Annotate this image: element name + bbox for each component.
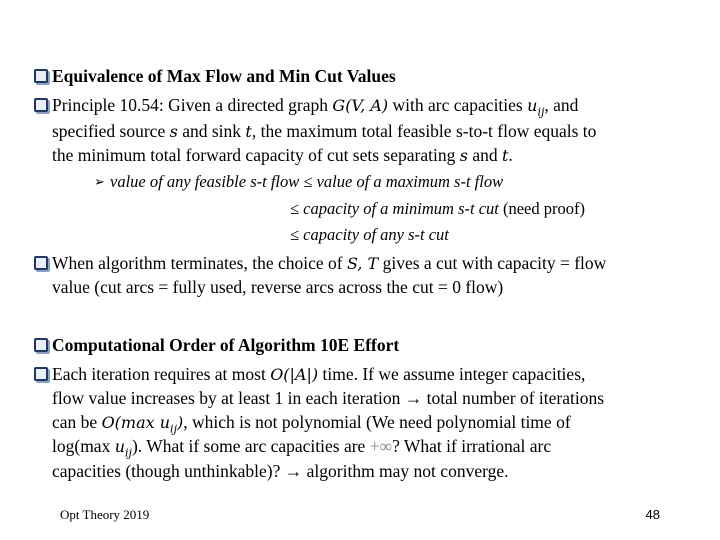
effort-line-2: flow value increases by at least 1 in each iteration → total number of iterations — [52, 388, 605, 408]
effort-line-1: Each iteration requires at most O(|A|) time. If we assume integer capacities, — [52, 364, 586, 384]
principle-line-3: the minimum total forward capacity of cut sets separating s and t. — [52, 145, 513, 165]
bullet-box-icon — [34, 367, 48, 381]
effort-line-4: log(max $u_{ij}$). What if some arc capacities are +∞? What if irrational arc — [52, 436, 552, 460]
capacity-symbol: u — [527, 96, 538, 115]
principle-line-2: specified source s and sink t, the maximum total feasible s-to-t flow equals to — [52, 121, 597, 141]
bullet-box-icon — [34, 98, 48, 112]
graph-symbol: G(V, A) — [332, 96, 389, 115]
page-number: 48 — [645, 507, 660, 522]
footer-course: Opt Theory 2019 — [60, 507, 150, 522]
section-heading-max-flow-min-cut: Equivalence of Max Flow and Min Cut Values — [52, 66, 396, 86]
principle-line-1: Principle 10.54: Given a directed graph G(V, A) with arc capacities $u_{ij}$, and — [52, 95, 579, 119]
inequality-line-1: value of any feasible s-t flow ≤ value of a maximum s-t flow — [110, 172, 504, 191]
bullet-box-icon — [34, 256, 48, 270]
effort-line-5: capacities (though unthinkable)? → algorithm may not converge. — [52, 461, 509, 481]
bullet-box-icon — [34, 338, 48, 352]
bullet-box-icon — [34, 69, 48, 83]
effort-line-3: can be O(max $u_{ij}$), which is not polynomial (We need polynomial time of — [52, 412, 571, 436]
terminates-line-1: When algorithm terminates, the choice of S, T gives a cut with capacity = flow — [52, 253, 607, 273]
inequality-line-3: ≤ capacity of any s-t cut — [290, 225, 449, 244]
arrow-bullet-icon: ➢ — [94, 175, 105, 190]
terminates-line-2: value (cut arcs = fully used, reverse arcs across the cut = 0 flow) — [52, 277, 504, 297]
inequality-line-2: ≤ capacity of a minimum s-t cut (need proof) — [290, 199, 585, 218]
section-heading-computational-order: Computational Order of Algorithm 10E Effort — [52, 335, 400, 355]
